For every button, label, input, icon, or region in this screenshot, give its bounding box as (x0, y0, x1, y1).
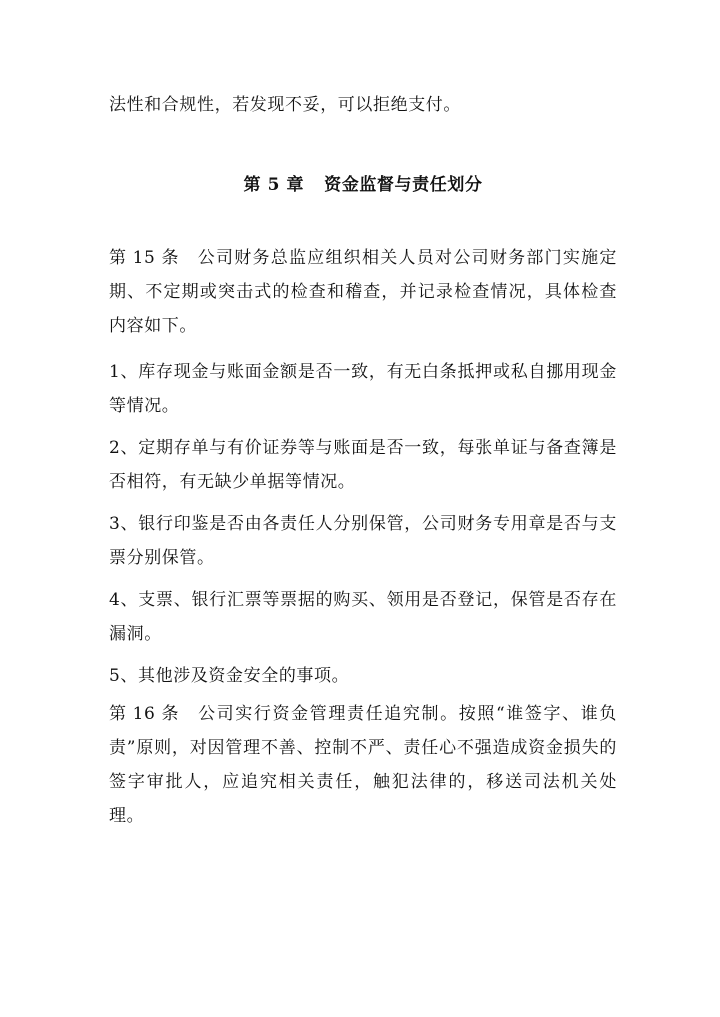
continuation-paragraph: 法性和合规性，若发现不妥，可以拒绝支付。 (109, 95, 461, 115)
chapter-heading (109, 168, 617, 202)
article-16-number: 第 16 条 (109, 704, 180, 724)
article-16-paragraph (109, 697, 617, 833)
chapter-title-text: 资金监督与责任划分 (324, 175, 483, 195)
chapter-number: 第 5 章 (243, 175, 305, 195)
article-15-number: 第 15 条 (109, 248, 180, 268)
list-item-3: 3、银行印鉴是否由各责任人分别保管，公司财务专用章是否与支票分别保管。 (109, 514, 617, 568)
article-15-text: 公司财务总监应组织相关人员对公司财务部门实施定期、不定期或突击式的检查和稽查，并记录检查情况，具体检查内容如下。 (109, 248, 617, 336)
list-item-1: 1、库存现金与账面金额是否一致，有无白条抵押或私自挪用现金等情况。 (109, 362, 617, 416)
list-item-4: 4、支票、银行汇票等票据的购买、领用是否登记，保管是否存在漏洞。 (109, 590, 617, 644)
article-15-paragraph (109, 241, 617, 343)
list-item-5: 5、其他涉及资金安全的事项。 (109, 666, 350, 686)
list-item-2: 2、定期存单与有价证券等与账面是否一致，每张单证与备查簿是否相符，有无缺少单据等情况。 (109, 438, 617, 492)
article-16-text: 公司实行资金管理责任追究制。按照“谁签字、谁负责”原则，对因管理不善、控制不严、责任心不强造成资金损失的签字审批人，应追究相关责任，触犯法律的，移送司法机关处理。 (109, 704, 617, 826)
